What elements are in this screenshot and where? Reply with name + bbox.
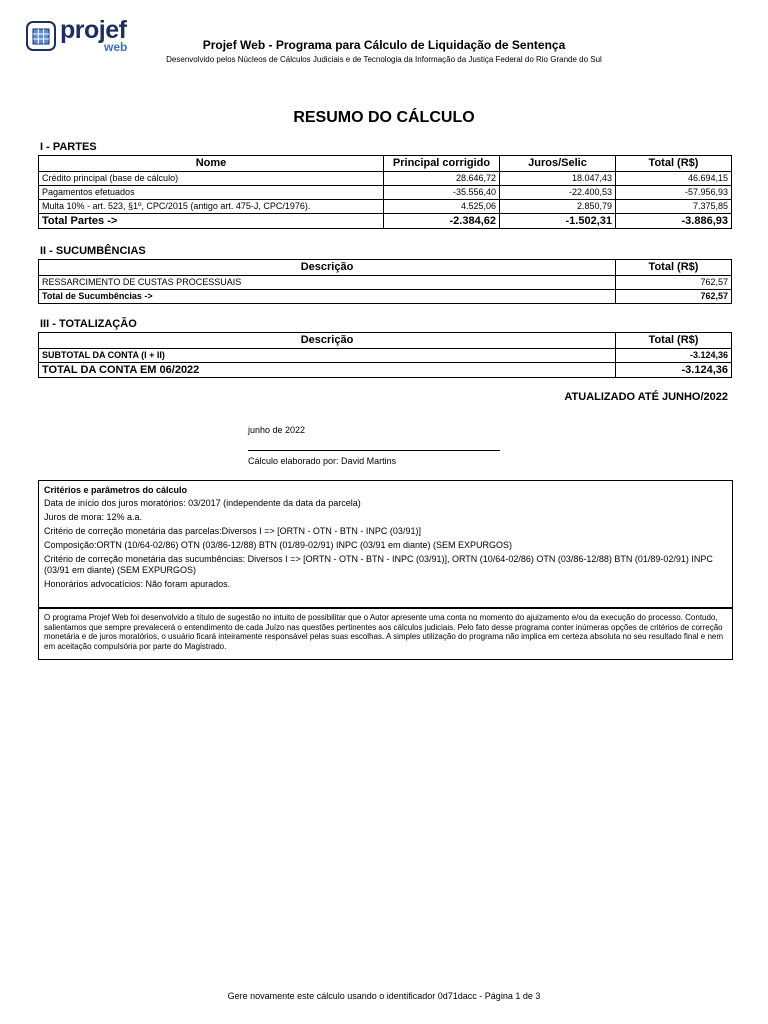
- total-row: [39, 290, 732, 304]
- cell-juros: 18.047,43: [500, 172, 616, 186]
- cell-principal: -35.556,40: [384, 186, 500, 200]
- total-row: [39, 214, 732, 229]
- column-header-juros: Juros/Selic: [500, 156, 616, 172]
- logo-text-main: projef: [60, 16, 127, 44]
- column-header-total: Total (R$): [616, 260, 732, 276]
- cell-total: -57.956,93: [616, 186, 732, 200]
- signature-line: [248, 450, 500, 451]
- criteria-title: Critérios e parâmetros do cálculo: [44, 485, 188, 495]
- criteria-line: Honorários advocatícios: Não foram apurados.: [44, 579, 231, 589]
- total-value: 762,57: [616, 290, 732, 304]
- column-header-total: Total (R$): [616, 156, 732, 172]
- criteria-line: Critério de correção monetária das parcelas:Diversos I => [ORTN - OTN - BTN - INPC (03/91)]: [44, 526, 421, 536]
- cell-principal: 28.646,72: [384, 172, 500, 186]
- grand-total-label: TOTAL DA CONTA EM 06/2022: [39, 363, 616, 378]
- column-header-nome: Nome: [39, 156, 384, 172]
- table-header-row: [39, 260, 732, 276]
- cell-principal: 4.525,06: [384, 200, 500, 214]
- criteria-line: Composição:ORTN (10/64-02/86) OTN (03/86-12/88) BTN (01/89-02/91) INPC (03/91 em diante) (SEM EXPURGOS): [44, 540, 513, 550]
- grand-total-value: -3.124,36: [616, 363, 732, 378]
- cell-juros: 2.850,79: [500, 200, 616, 214]
- document-title: RESUMO DO CÁLCULO: [293, 109, 475, 126]
- total-label: Total de Sucumbências ->: [39, 290, 616, 304]
- table-row: [39, 186, 732, 200]
- criteria-line: Critério de correção monetária das sucumbências: Diversos I => [ORTN - OTN - BTN - INPC (03/91)], ORTN (10/64-02/86) OTN (03/86-12/88) BTN (01/89-02/91) INPC (03/91 em diante) (SEM EXPURGOS): [44, 554, 713, 575]
- cell-descricao: RESSARCIMENTO DE CUSTAS PROCESSUAIS: [39, 276, 616, 290]
- signature-date: junho de 2022: [248, 425, 306, 435]
- column-header-total: Total (R$): [616, 333, 732, 349]
- table-row: [39, 200, 732, 214]
- total-value: -3.886,93: [616, 214, 732, 229]
- cell-nome: Pagamentos efetuados: [39, 186, 384, 200]
- header-subtitle: Desenvolvido pelos Núcleos de Cálculos Judiciais e de Tecnologia da Informação da Justiça Federal do Rio Grande do Sul: [166, 55, 602, 64]
- total-principal: -2.384,62: [384, 214, 500, 229]
- partes-table: [38, 155, 732, 229]
- column-header-descricao: Descrição: [39, 333, 616, 349]
- table-row: [39, 172, 732, 186]
- cell-total: 762,57: [616, 276, 732, 290]
- total-juros: -1.502,31: [500, 214, 616, 229]
- total-label: Total Partes ->: [39, 214, 384, 229]
- logo-text-sub: web: [104, 40, 128, 54]
- cell-total: 7.375,85: [616, 200, 732, 214]
- header-title: Projef Web - Programa para Cálculo de Liquidação de Sentença: [202, 38, 566, 52]
- signature-author: Cálculo elaborado por: David Martins: [248, 456, 397, 466]
- cell-total: 46.694,15: [616, 172, 732, 186]
- cell-nome: Crédito principal (base de cálculo): [39, 172, 384, 186]
- section-sucumbencias-label: II - SUCUMBÊNCIAS: [40, 245, 146, 257]
- cell-juros: -22.400,53: [500, 186, 616, 200]
- section-totalizacao-label: III - TOTALIZAÇÃO: [40, 318, 137, 330]
- table-row: [39, 276, 732, 290]
- table-header-row: [39, 333, 732, 349]
- criteria-box: [38, 480, 733, 608]
- page-footer: Gere novamente este cálculo usando o identificador 0d71dacc - Página 1 de 3: [227, 991, 541, 1001]
- subtotal-value: -3.124,36: [616, 349, 732, 363]
- criteria-line: Data de início dos juros moratórios: 03/2017 (independente da data da parcela): [44, 498, 361, 508]
- column-header-descricao: Descrição: [39, 260, 616, 276]
- table-header-row: [39, 156, 732, 172]
- subtotal-row: [39, 349, 732, 363]
- cell-nome: Multa 10% - art. 523, §1º, CPC/2015 (antigo art. 475-J, CPC/1976).: [39, 200, 384, 214]
- disclaimer-box: O programa Projef Web foi desenvolvido a título de sugestão no intuito de possibilitar que o Autor apresente uma conta no momento do ajuizamento e/ou da execução do processo. Contudo, salientamos que sempre prevalecerá o entendimento de cada Juízo nas questões pertinentes aos cálculos judiciais. Pelo fato desse programa conter inúmeras opções de critérios de correção monetária e de juros moratórios, o usuário ficará inteiramente responsável pelas suas escolhas. A simples utilização do programa não implica em certeza absoluta no seu resultado final e nem em aceitação compulsória por parte do Magistrado.: [38, 608, 733, 660]
- grand-total-row: [39, 363, 732, 378]
- sucumbencias-table: [38, 259, 732, 304]
- criteria-line: Juros de mora: 12% a.a.: [44, 512, 143, 522]
- subtotal-label: SUBTOTAL DA CONTA (I + II): [39, 349, 616, 363]
- column-header-principal: Principal corrigido: [384, 156, 500, 172]
- updated-until: ATUALIZADO ATÉ JUNHO/2022: [564, 391, 728, 403]
- totalizacao-table: [38, 332, 732, 378]
- section-partes-label: I - PARTES: [40, 141, 97, 153]
